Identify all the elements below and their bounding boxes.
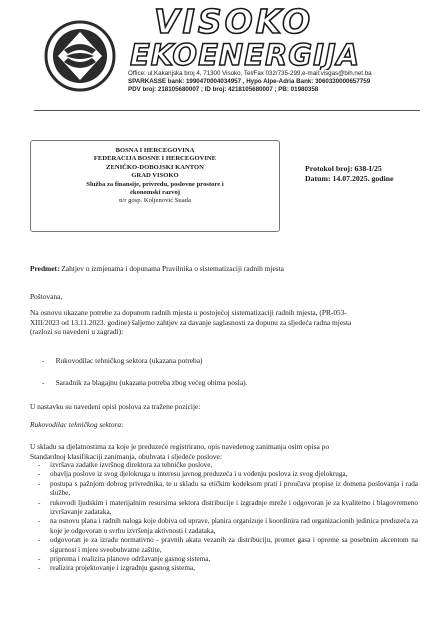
contact-line: PDV broj: 218105680007 ; ID broj: 4218105680007 ; PB: 01980358 bbox=[128, 86, 319, 93]
intro-line: Na osnovu ukazane potrebe za dopunom radnih mjesta u postojećoj sistematizaciji radnih mjesta, (PR-053- bbox=[30, 308, 347, 317]
intro-line: XIII/2023 od 13.11.2023. godine) šaljemo zahtjev za davanje saglasnosti za dopunu za sljedeća radna mjesta bbox=[30, 317, 352, 327]
duty-item: - izvršava zadatke izvršnog direktora za tehničke poslove, bbox=[38, 461, 418, 470]
duties-list bbox=[38, 461, 418, 574]
protocol-number: Protokol broj: 638-I/25 bbox=[305, 164, 382, 173]
brand-wordmark-top bbox=[150, 4, 420, 38]
duty-item: - odgovoran je za izradu normativno - pravnih akata vezanih za distribuciju, promet gasa i opreme sa posebnim akcentom na sigurnost i mjere sveobuhvatne zaštite, bbox=[38, 536, 418, 555]
section-intro-line: U skladu sa djelatnostima za koje je preduzeće registrirano, opis navedenog zanimanja osim opisa po bbox=[30, 442, 330, 451]
continuation-text: U nastavku su navedeni opisi poslova za tražene pozicije: bbox=[30, 402, 201, 411]
duty-item: - priprema i realizira planove održavanje gasnog sistema, bbox=[38, 555, 418, 564]
section-intro-line: Standardnoj klasifikaciji zanimanja, obuhvata i sljedeće poslove: bbox=[30, 451, 222, 461]
company-contact-info bbox=[128, 70, 448, 94]
duty-item: - postupa s pažnjom dobrog privrednika, te u skladu sa etičkim kodeksom prati i proučava propise iz domena poslovanja i rada službe, bbox=[38, 480, 418, 499]
intro-paragraph bbox=[30, 308, 420, 337]
address-line: GRAD VISOKO bbox=[131, 172, 179, 180]
duty-item: - na osnovu plana i radnih naloga koje dobiva od uprave, planira organizuje i koordinira rad organizacionih jedinica preduzeća za koje je odgovoran u svrhu izvršenja aktivnosti i zadataka, bbox=[38, 517, 418, 536]
intro-line: (razlozi su navedeni u zagradi): bbox=[30, 327, 124, 337]
recipient-address-box bbox=[30, 140, 280, 232]
address-line: n/r gosp. Koljenović Suada bbox=[119, 197, 191, 205]
duty-item: - rukovodi ljudskim i materijalnim resursima sektora distribucije i izgradnje mreže i odgovoran je za kvalitetno i blagovremeno izvršavanje zadataka, bbox=[38, 499, 418, 518]
duty-item: - obavlja poslove iz svog djelokruga u interesu javnog preduzeća i u vođenju poslova iz svog djelokruga, bbox=[38, 470, 418, 479]
duty-item: - realizira projektovanje i izgradnju gasnog sistema, bbox=[38, 564, 418, 573]
brand-wordmark-bottom bbox=[128, 34, 420, 70]
subject-line bbox=[30, 264, 420, 274]
protocol-date: Datum: 14.07.2025. godine bbox=[305, 173, 394, 183]
position-label: Saradnik za blagajnu (ukazana potreba zbog većeg obima posla). bbox=[55, 378, 248, 387]
section-intro bbox=[30, 442, 420, 461]
subject-text: Zahtjev o izmjenama i dopunama Pravilnika o sistematizaciji radnih mjesta bbox=[59, 264, 284, 273]
brand-line1: VISOKO bbox=[154, 4, 314, 38]
position-list-item: - Rukovodilac tehničkog sektora (ukazana potreba) bbox=[42, 356, 203, 365]
company-logo-icon bbox=[44, 20, 116, 92]
header-divider bbox=[34, 110, 420, 111]
address-line: BOSNA I HERCEGOVINA bbox=[115, 147, 195, 154]
address-line: FEDERACIJA BOSNE I HERCEGOVINE bbox=[93, 155, 217, 163]
greeting: Poštovana, bbox=[30, 292, 63, 301]
position-list-item: - Saradnik za blagajnu (ukazana potreba zbog većeg obima posla). bbox=[42, 378, 248, 387]
contact-line: Office: ul.Kakanjska broj 4, 71300 Visoko, Tel/Fax 032/735-299,e-mail:visgas@bih.net.ba bbox=[128, 70, 372, 77]
contact-line: SPARKASSE bank: 1990470004034957 , Hypo Alpe-Adria Bank: 3060330000657759 bbox=[128, 78, 371, 85]
brand-line2: EKOENERGIJA bbox=[130, 38, 361, 70]
section-title: Rukovodilac tehničkog sektora: bbox=[30, 420, 124, 429]
position-label: Rukovodilac tehničkog sektora (ukazana potreba) bbox=[55, 356, 203, 365]
address-line: ZENIČKO-DOBOJSKI KANTON bbox=[106, 163, 204, 171]
subject-label: Predmet: bbox=[30, 264, 60, 273]
protocol-info bbox=[305, 164, 394, 183]
address-line: Služba za finansije, privredu, poslovne prostore i bbox=[86, 180, 224, 188]
address-line: ekonomski razvoj bbox=[129, 189, 180, 197]
